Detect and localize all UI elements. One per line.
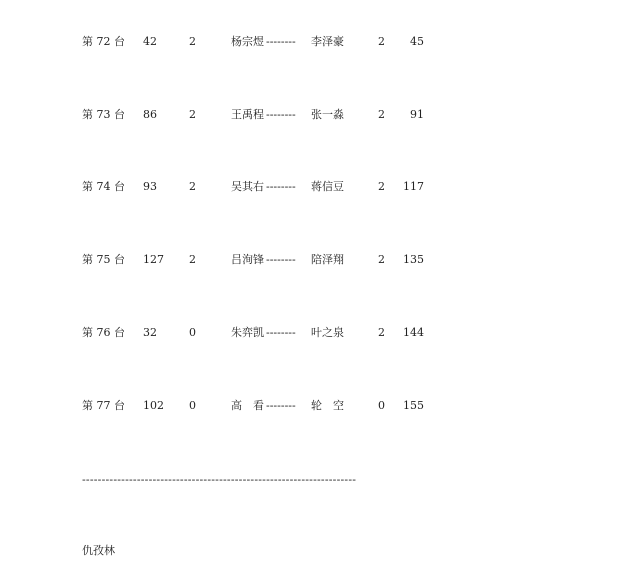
player2-name: 陪泽翔 xyxy=(311,253,344,266)
author-signature: 仇孜林 xyxy=(82,544,115,557)
player2-result: 2 xyxy=(378,35,385,48)
player2-name: 蒋信豆 xyxy=(311,180,344,193)
pairing-separator: -------- xyxy=(266,108,296,121)
player1-name: 吕洵锋 xyxy=(231,253,264,266)
player1-score: 127 xyxy=(143,253,164,266)
player2-score: 144 xyxy=(403,326,424,339)
table-number: 第 75 台 xyxy=(82,253,125,266)
player1-name: 朱弈凯 xyxy=(231,326,264,339)
player2-result: 2 xyxy=(378,180,385,193)
player2-score: 117 xyxy=(403,180,424,193)
table-number: 第 76 台 xyxy=(82,326,125,339)
pairing-row-72 xyxy=(0,34,640,50)
player2-score: 91 xyxy=(410,108,424,121)
player1-result: 0 xyxy=(189,326,196,339)
player2-name: 李泽豪 xyxy=(311,35,344,48)
player1-score: 42 xyxy=(143,35,157,48)
pairing-separator: -------- xyxy=(266,326,296,339)
player1-name: 王禹程 xyxy=(231,108,264,121)
player1-result: 2 xyxy=(189,35,196,48)
pairing-separator: -------- xyxy=(266,180,296,193)
player1-name: 高 看 xyxy=(231,399,264,412)
player2-name: 张一淼 xyxy=(311,108,344,121)
player2-name: 叶之泉 xyxy=(311,326,344,339)
pairing-row-73 xyxy=(0,107,640,123)
player1-result: 2 xyxy=(189,253,196,266)
player2-result: 2 xyxy=(378,326,385,339)
player1-name: 杨宗煜 xyxy=(231,35,264,48)
player2-result: 2 xyxy=(378,253,385,266)
player1-score: 86 xyxy=(143,108,157,121)
pairing-row-74 xyxy=(0,179,640,195)
player1-result: 0 xyxy=(189,399,196,412)
pairing-row-77 xyxy=(0,398,640,414)
player2-score: 155 xyxy=(403,399,424,412)
table-number: 第 73 台 xyxy=(82,108,125,121)
player2-score: 45 xyxy=(410,35,424,48)
table-number: 第 74 台 xyxy=(82,180,125,193)
pairing-row-75 xyxy=(0,252,640,268)
player1-score: 102 xyxy=(143,399,164,412)
player1-score: 93 xyxy=(143,180,157,193)
pairing-separator: -------- xyxy=(266,399,296,412)
player1-result: 2 xyxy=(189,108,196,121)
pairing-row-76 xyxy=(0,325,640,341)
player2-result: 0 xyxy=(378,399,385,412)
section-divider: ---------------------------------------------------------------------- xyxy=(82,473,357,486)
player1-score: 32 xyxy=(143,326,157,339)
table-number: 第 77 台 xyxy=(82,399,125,412)
pairing-separator: -------- xyxy=(266,253,296,266)
player2-name: 轮 空 xyxy=(311,399,344,412)
player1-result: 2 xyxy=(189,180,196,193)
player1-name: 吴其右 xyxy=(231,180,264,193)
player2-result: 2 xyxy=(378,108,385,121)
pairing-separator: -------- xyxy=(266,35,296,48)
player2-score: 135 xyxy=(403,253,424,266)
table-number: 第 72 台 xyxy=(82,35,125,48)
